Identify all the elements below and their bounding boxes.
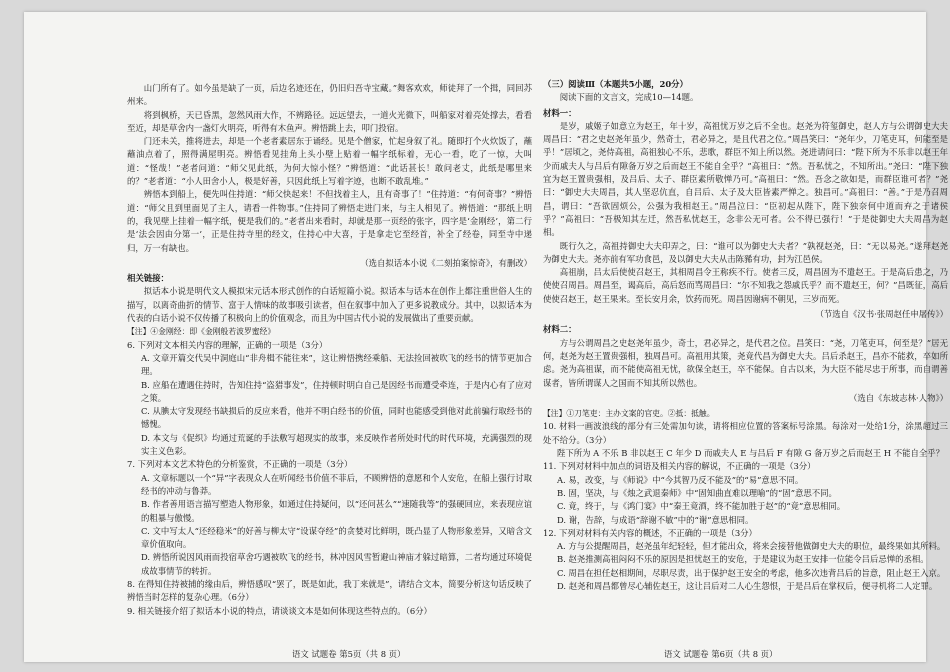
left-page-column: [127, 82, 532, 618]
source-citation: （选自拟话本小说《二刻拍案惊奇》，有删改）: [360, 257, 532, 268]
option: B. 作者善用语言描写塑造人物形象，如通过住持疑问，以“还问甚么”“速随我等”的强硬回应，来表现应谊的粗暴与傲慢。: [141, 499, 532, 523]
page-footer-right: 语文 试题卷 第6页（共 8 页）: [664, 649, 778, 659]
link-title: 相关链接：: [127, 273, 169, 284]
paragraph: 将到枫桥，天已昏黑，忽然风雨大作，不辨路径。远远望去，一道火光微下，叫船家对着亮处撑去，看看至近，却是草舍内一盏灯火明亮，听得有木鱼声。辨悟跳上去，叩门投宿。: [127, 109, 532, 133]
option: B. 赵尧推测高祖闷闷不乐的原因是担忧赵王的安危，于是建议为赵王安排一位能令吕后忌惮的丞相。: [557, 554, 929, 565]
option: D. 谢，告辞，与成语“辞谢不敏”中的“谢”意思相同。: [557, 514, 754, 525]
option: B. 固，坚决，与《烛之武退秦师》中“固知曲直难以理喻”的“固”意思不同。: [557, 487, 837, 498]
option: D. 本文与《促织》均通过荒诞的手法敷写超现实的故事，来反映作者所处时代的时代环境，充满强烈的现实主义色彩。: [141, 432, 532, 457]
question-12: 12. 下列对材料有关内容的概述，不正确的一项是（3分）: [543, 527, 757, 538]
question-11: 11. 下列对材料中加点的词语及相关内容的解说，不正确的一项是（3分）: [543, 461, 816, 472]
option: C. 周昌在担任赵相期间，尽职尽责，出于保护赵王安全的考虑，他多次违背吕后的旨意，阻止赵王入京。: [557, 567, 946, 578]
option: D. 辨悟所说因风雨而投宿草舍巧遇被吹飞的经书，林冲因风雪暂避山神庙才躲过暗算，二者均通过环境促成故事情节的转折。: [141, 552, 532, 576]
question-8: 8. 在得知住持被捕的缘由后，辨悟感叹“罢了，既是如此，我丁来就是”，请结合文本，简要分析这句话反映了辨悟当时怎样的复杂心理。（6分）: [127, 578, 532, 603]
footnote: 【注】①刀笔吏：主办文案的官吏。②抵：抵触。: [543, 409, 715, 419]
paragraph: 既行久之，高祖持御史大夫印弄之，曰：“谁可以为御史大夫者？”孰视赵尧，曰：“无以易尧。”遂拜赵尧为御史大夫。尧亦前有军功食邑，及以御史大夫从击陈豨有功，封为江邑侯。: [543, 240, 948, 264]
option: C. 竟，终于，与《鸿门宴》中“秦王竟酒，终不能加胜于赵”的“竟”意思相同。: [557, 501, 846, 512]
material-2-title: 材料二：: [543, 324, 577, 335]
paragraph: 是岁，戚姬子如意立为赵王，年十岁，高祖忧万岁之后不全也。赵尧为符玺御史，赵人方与公谓御史大夫周昌曰：“君之史赵尧年虽少，然奇士，君必异之，是且代君之位。”周昌笑曰：“尧年少，刀笔吏耳，何能至是乎！”居顷之，尧侍高祖，高祖独心不乐，悲歌，群臣不知上所以然。尧进请问曰：“陛下所为不乐非以赵王年少而戚夫人与吕后有隙备万岁之后而赵王不能自全乎？”高祖曰：“然。吾私忧之，不知所出。”尧曰：“陛下独宜为赵王置贵强相，及吕后、太子、群臣素所敬惮乃可。”高祖曰：“然。吾念之欲如是，而群臣谁可者？”尧曰：“御史大夫周昌，其人坚忍伉直，自吕后、太子及大臣皆素严惮之。独昌可。”高祖曰：“善。”于是乃召周昌，谓曰：“吾欲固烦公，公强为我相赵王。”周昌泣曰：“臣初起从陛下，陛下独奈何中道而弃之于诸侯乎？”高祖曰：“吾极知其左迁，然吾私忧赵王，念非公无可者。公不得已强行！”于是徙御史大夫周昌为赵相。: [543, 120, 948, 238]
paragraph: 山门所有了。如今虽是缺了一页，后边名迹还在，仍旧归吾寺宝藏。”舞客欢欢，师徒拜了一个揖，同回苏州来。: [127, 83, 532, 107]
right-page-column: [543, 76, 948, 593]
punctuation-line: 陛下所为 A 不乐 B 非以赵王 C 年少 D 而戚夫人 E 与吕后 F 有隙 G 备万岁之后而赵王 H 不能自全乎？: [557, 448, 944, 459]
footnote: 【注】④金刚经：即《金刚般若波罗蜜经》: [127, 327, 276, 337]
option: A. 方与公提醒周昌，赵尧虽年纪轻轻，但才能出众，将来会接替他做御史大夫的职位，最终果如其所料。: [557, 541, 946, 552]
paragraph: 方与公谓周昌之史赵尧年虽少，奇士，君必异之，是代君之位。昌笑曰：“尧，刀笔吏耳，何至是？”居无何，赵尧为赵王置贵强相，独周昌可。高祖用其策，尧竟代昌为御史大夫。吕后杀赵王，昌亦不能救，卒如所虑。尧为高祖谋，而不能使高祖无忧，欲保全赵王，卒不能保。自古以来，为大臣不能尽忠于所事，而自谓善谋者，皆所谓谋人之国而不知其所以然也。: [543, 337, 948, 388]
source-citation: （选自《东坡志林·人物》）: [849, 392, 948, 403]
option: A. 文章标题以一个“异”字表现众人在听闻经书价值不菲后，不顾辨悟的意愿和个人安危，在船上强行讨取经书的冲动与鲁莽。: [141, 472, 532, 496]
paragraph: 高祖崩，吕太后使使召赵王，其相周昌令王称疾不行。使者三反，周昌固为不遣赵王。于是高后患之，乃使使召周昌。周昌至，谒高后，高后怒而骂周昌曰：“尔不知我之怨戚氏乎？而不遣赵王，何？”昌既征，高后使使召赵王，赵王果来。至长安月余，饮药而死。周昌因谢病不朝见，三岁而死。: [543, 267, 948, 304]
question-9: 9. 相关链接介绍了拟话本小说的特点，请谈谈文本是如何体现这些特点的。（6分）: [127, 605, 432, 616]
option: A. 易，改变，与《师说》中“今其智乃反不能及”的“易”意思不同。: [557, 474, 804, 485]
paragraph: 门还未关，推将进去，却是一个老者素居东于诵经。见是个僧家，忙起身叙了礼。随即打个火炊饭了，蘸蘸油点着了，照得满屋明亮。辨悟看见挂角上头小壁上贴着一幅字纸标着，无心一看，吃了一惊，大叫道：“怪哉！”老者问道：“师父见此纸，为何大惊小怪？”辨悟道：“此话甚长！敢问老丈，此纸是哪里来的？”老者道：“小人田舍小人，极是好善，只因此纸上写着字迹，也断不敢乱堆。”: [127, 136, 532, 187]
exam-sheet: [24, 12, 948, 662]
section-title: （三）阅读Ⅲ（本题共5小题，20分）: [543, 79, 688, 89]
instruction: 阅读下面的文言文，完成10—14题。: [559, 92, 699, 103]
page-footer-left: 语文 试题卷 第5页（共 8 页）: [292, 649, 406, 659]
question-7: 7. 下列对本文艺术特色的分析鉴赏，不正确的一项是（3分）: [127, 459, 353, 470]
material-1-title: 材料一：: [543, 107, 577, 118]
option: A. 文章开篇交代吴中洞庭山“非舟楫不能往来”，这让辨悟携经乘船、无法捡回被吹飞的经书的情节更加合理。: [141, 352, 532, 377]
question-6: 6. 下列对文本相关内容的理解，正确的一项是（3分）: [127, 339, 328, 350]
option: B. 应船在遭遇住持时，告知住持“盗猎事发”，住持顿时明白自己是因经书而遭受牵连，于是内心有了应对之策。: [141, 379, 532, 403]
source-citation: （节选自《汉书·张周赵任申屠传》）: [815, 309, 948, 320]
link-text: 拟话本小说是明代文人模拟宋元话本形式创作的白话短篇小说。拟话本与话本在创作上都注重世俗人生的描写，以离奇曲折的情节、富于人情味的故事吸引读者，但在叙事中加入了更多说教成分。其中，以拟话本为代表的白话小说不仅传播了积极向上的价值观念，而且为中国古代小说的发展做出了重要贡献。: [127, 286, 532, 324]
question-10: 10. 材料一画波浪线的部分有三处需加句读，请将相应位置的答案标号涂黑。每涂对一处给1分，涂黑超过三处不给分。（3分）: [543, 421, 948, 445]
option: C. 文中写太人“还经稳米”的好善与柳太守“设谋夺经”的贪婪对比鲜明，既凸显了人物形象差异，又暗含文章价值取向。: [141, 525, 532, 550]
paragraph: 辨悟本到船上，便先叫住持道：“师父快起来！不但找着主人，且有奇事了！”住持道：“有何奇事？”辨悟道：“师父且到里面见了主人，请看一件物事。”住持同了辨悟走进门来，与主人相见了。辨悟道：“那纸上明的，我见壁上挂着一幅字纸，便是我们的。”老者出来看时，却就是那一页经的张字，四字是‘金刚经’，第二行是‘法会因由分第一’，正是住持寺里的经文，住持心中大喜，于是拿走它至经首，补全了经卷，同至寺中递归，万一有缺也。: [127, 189, 532, 253]
option: D. 赵尧和周昌都曾尽心辅佐赵王，这让吕后对二人心生怨恨，于是吕后在掌权后，便寻机将二人定罪。: [557, 580, 938, 591]
option: C. 从腆太守发现经书缺损后的反应来看，他并不明白经书的价值，同时也能感受到他对此前骗行取经书的憾愧。: [141, 406, 532, 430]
